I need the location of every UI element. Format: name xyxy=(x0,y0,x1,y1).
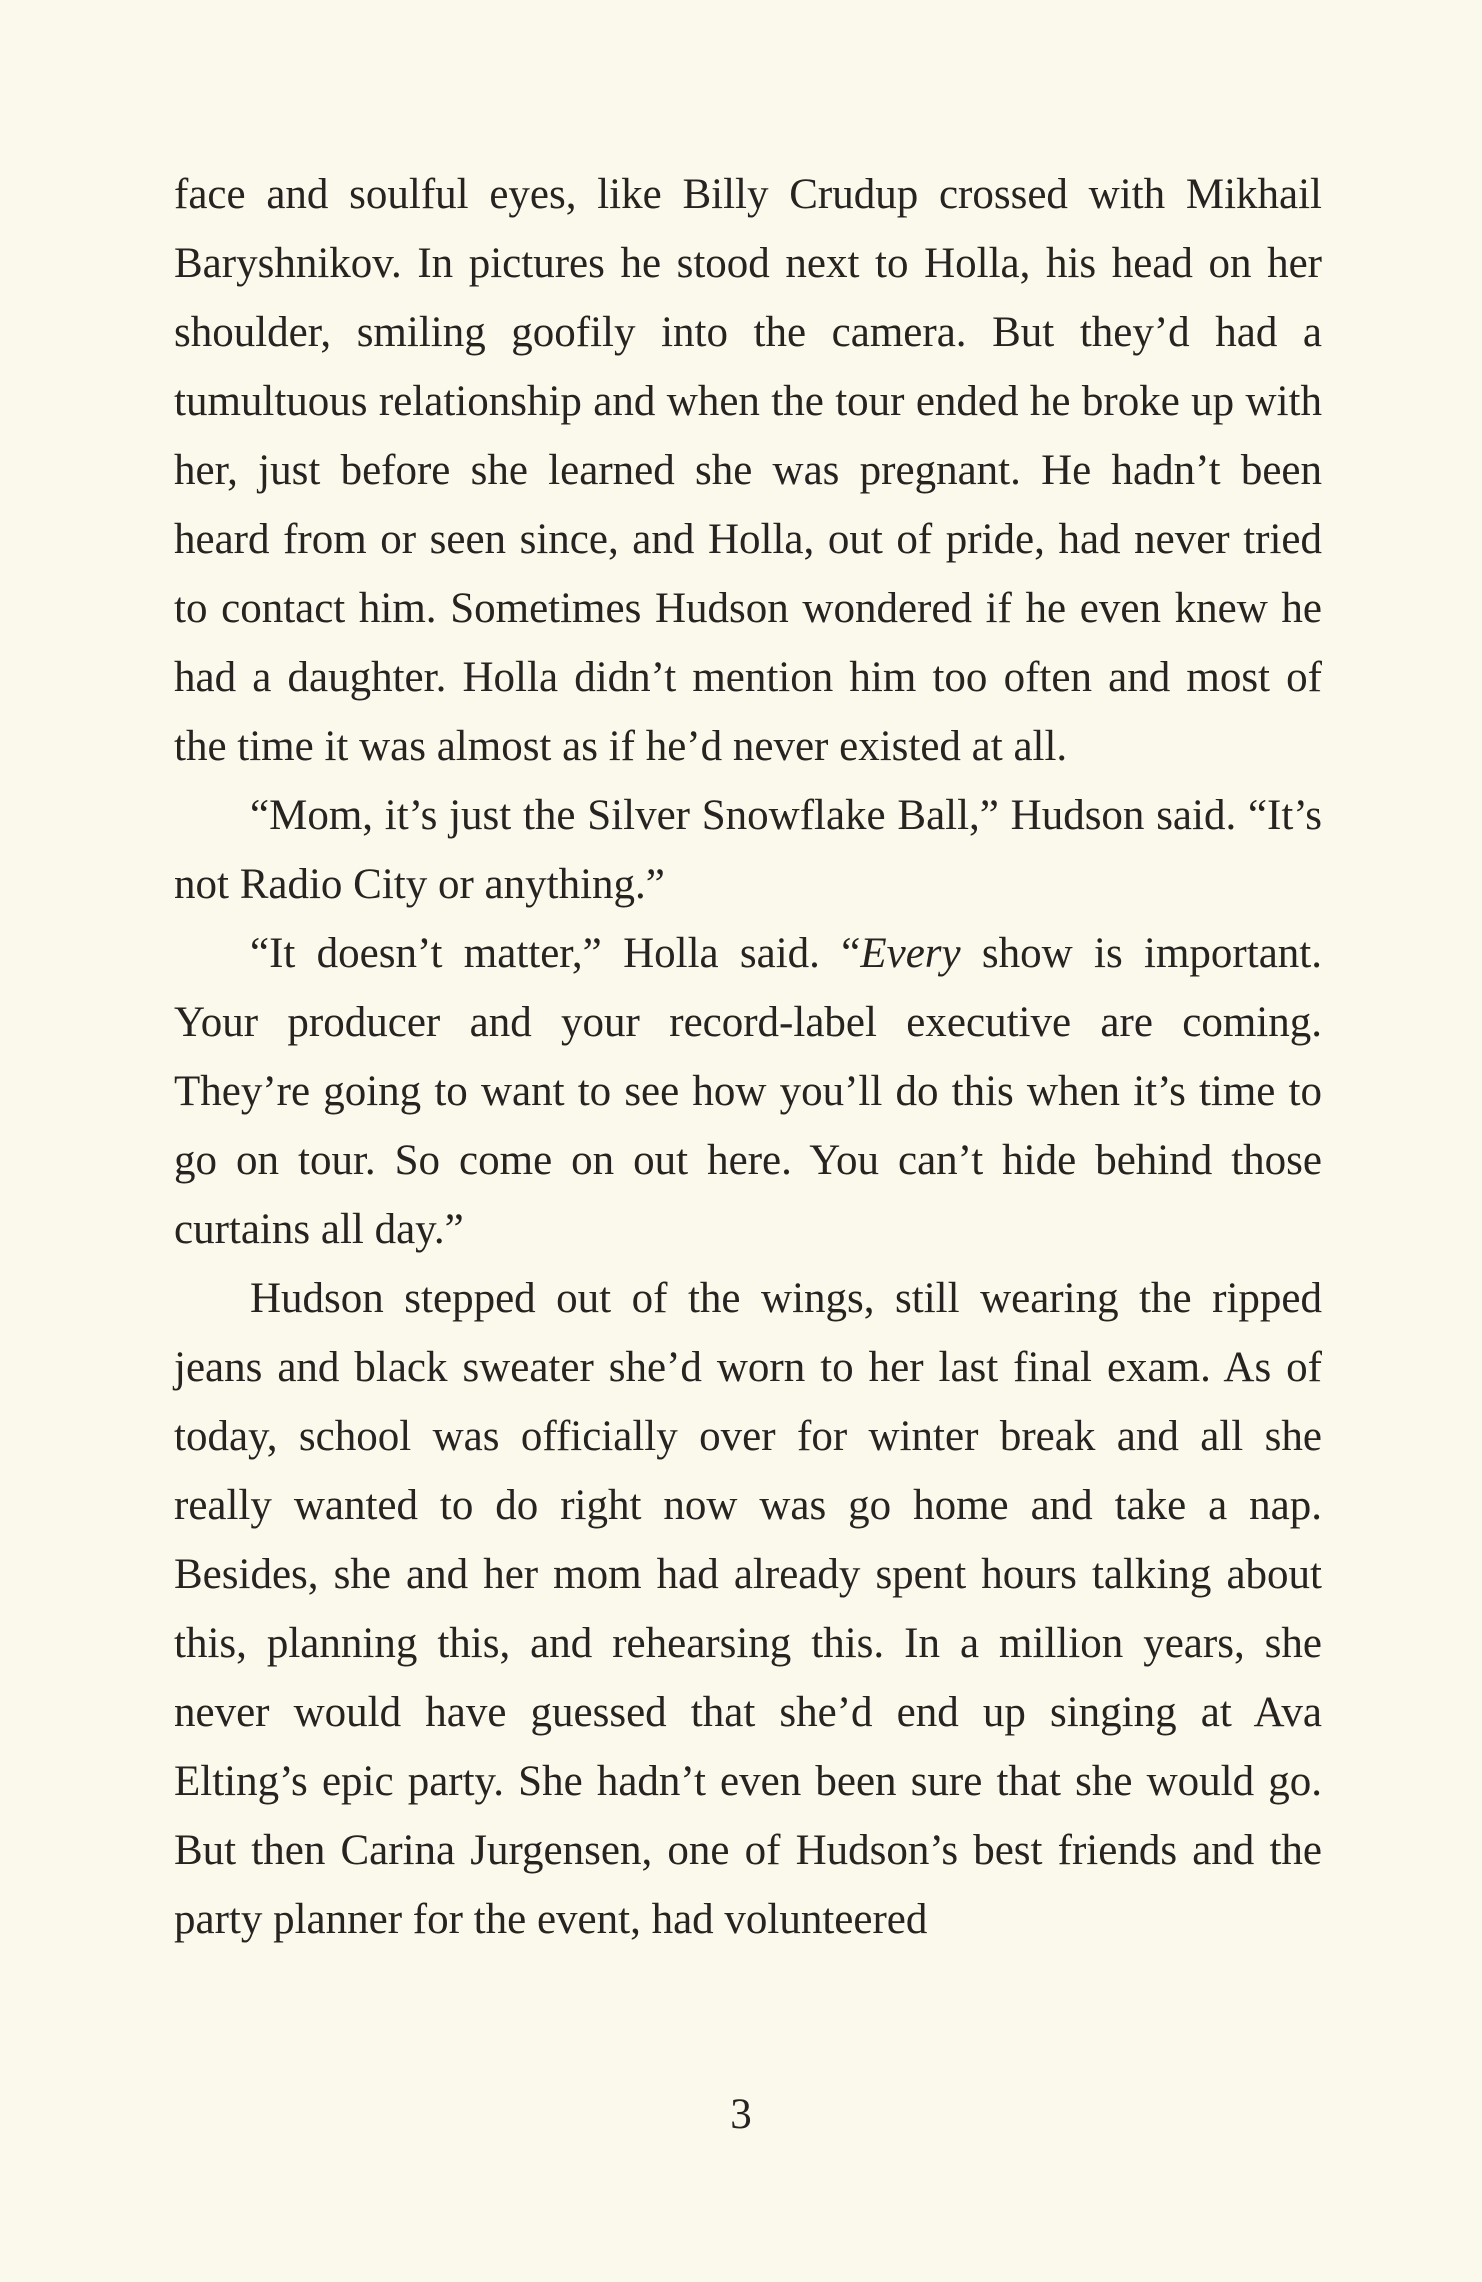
paragraph-3-emphasis: Every xyxy=(860,930,961,977)
paragraph-4: Hudson stepped out of the wings, still wearing the ripped jeans and black sweater she’d worn to her last final exam. As of today, school was officially over for winter break and all she really wanted to do right now was go home and take a nap. Besides, she and her mom had already spent hours talking about this, planning this, and rehearsing this. In a million years, she never would have guessed that she’d end up singing at Ava Elting’s epic party. She hadn’t even been sure that she would go. But then Carina Jurgensen, one of Hudson’s best friends and the party planner for the event, had volunteered xyxy=(174,1275,1322,1943)
body-text xyxy=(174,160,1322,1954)
page-number: 3 xyxy=(730,2091,752,2138)
paragraph-3 xyxy=(174,919,1322,1264)
paragraph-3-end: show is important. Your producer and your record-label executive are coming. They’re going to want to see how you’ll do this when it’s time to go on tour. So come on out here. You can’t hide behind those curtains all day.” xyxy=(174,930,1322,1253)
paragraph-2: “Mom, it’s just the Silver Snowflake Ball,” Hudson said. “It’s not Radio City or anything.” xyxy=(174,792,1322,908)
paragraph-3-start: “It doesn’t matter,” Holla said. “ xyxy=(250,930,861,977)
paragraph-1: face and soulful eyes, like Billy Crudup crossed with Mikhail Baryshnikov. In pictures he stood next to Holla, his head on her shoulder, smiling goofily into the camera. But they’d had a tumultuous relationship and when the tour ended he broke up with her, just before she learned she was pregnant. He hadn’t been heard from or seen since, and Holla, out of pride, had never tried to contact him. Sometimes Hudson wondered if he even knew he had a daughter. Holla didn’t mention him too often and most of the time it was almost as if he’d never existed at all. xyxy=(174,171,1322,770)
